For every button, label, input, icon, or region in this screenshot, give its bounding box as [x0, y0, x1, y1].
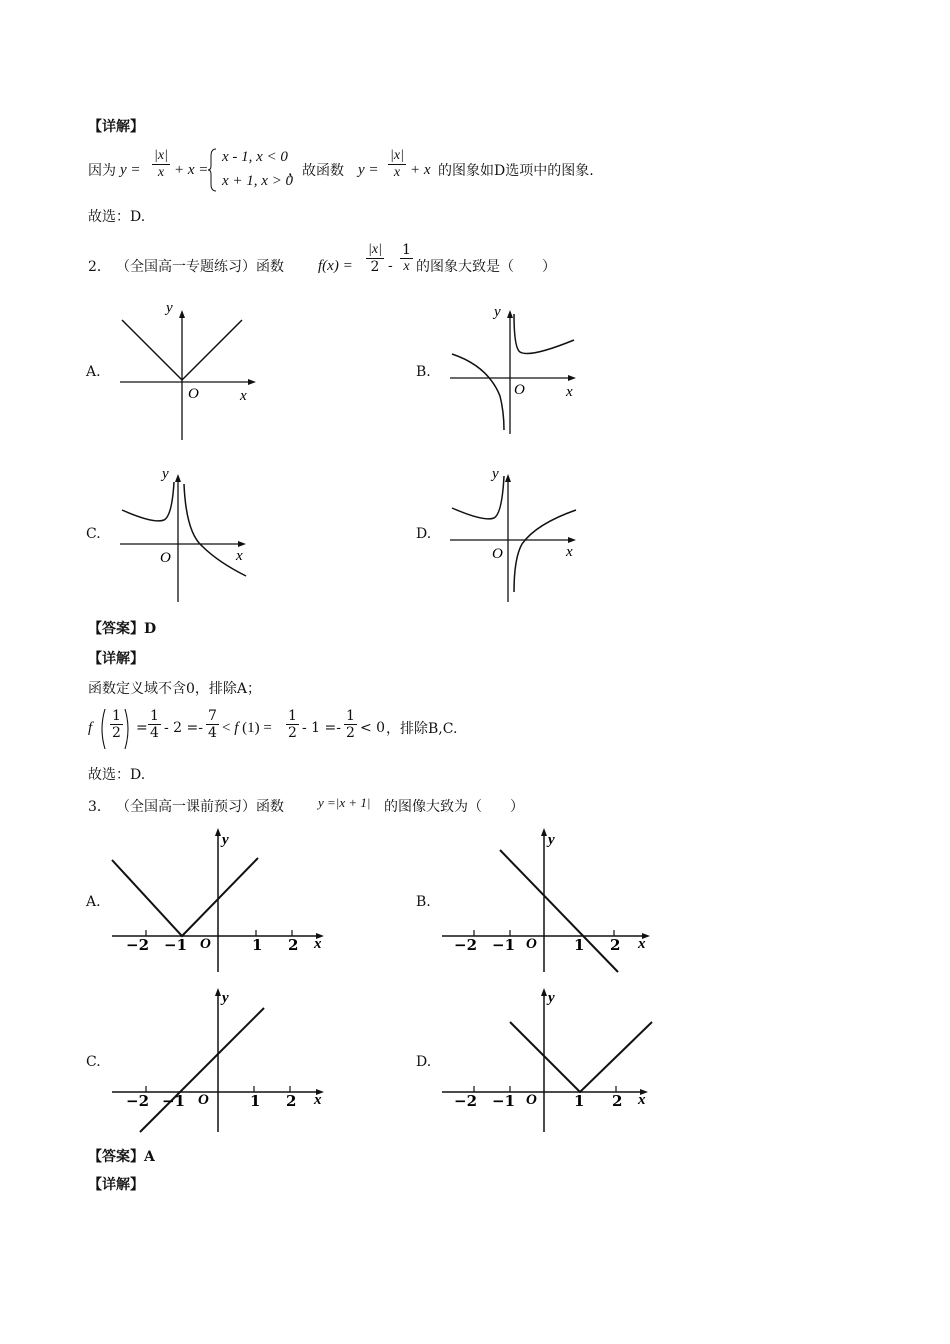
q2-line2-tail: ，排除B,C. [386, 721, 458, 737]
tick-1: 1 [574, 936, 585, 954]
case-2: x + 1, x > 0 [222, 173, 294, 189]
q3-tail: 的图像大致为（ ） [384, 799, 524, 815]
tick-neg2: −2 [126, 1092, 150, 1110]
tick-2: 2 [286, 1092, 297, 1110]
origin-label: O [514, 382, 525, 398]
q3-expr: y =|x + 1| [318, 795, 371, 810]
axis-x-label: x [638, 1092, 646, 1108]
half-frac-2 [286, 708, 299, 741]
q3-graph-b [438, 826, 668, 976]
axis-y-label: y [162, 466, 169, 482]
plus-x-eq: + x = [174, 162, 209, 178]
tick-neg2: −2 [126, 936, 150, 954]
q2-frac-inv-num: 1 [402, 242, 411, 258]
seven-quarters-frac [206, 708, 219, 741]
origin-label: O [198, 1092, 209, 1108]
axis-y-label: y [494, 304, 501, 320]
tail-text: 的图象如D选项中的图象. [438, 163, 594, 179]
q2-minus: - [388, 258, 393, 274]
q3-graph-c [108, 986, 338, 1136]
q2-option-c-label: C. [86, 526, 101, 542]
tick-neg1: −1 [164, 936, 188, 954]
q2-frac-abs [366, 242, 384, 275]
q3-option-b-label: B. [416, 894, 431, 910]
lt-zero: < 0 [360, 720, 386, 736]
axis-y-label: y [166, 300, 173, 316]
answer-1: 故选：D. [88, 209, 146, 225]
q3-option-c-label: C. [86, 1054, 101, 1070]
q2-frac-inv [400, 242, 413, 275]
q2-final: 故选：D. [88, 767, 146, 783]
q2-frac-abs-num: |x| [368, 242, 382, 257]
paren-left-icon [98, 708, 106, 750]
half2-den: 2 [288, 725, 297, 741]
minus-1-eq: - 1 =- [302, 720, 341, 736]
tick-neg2: −2 [454, 936, 478, 954]
q3-option-a-label: A. [86, 894, 101, 910]
quarter-num: 1 [150, 708, 159, 724]
y-eq: y = [120, 162, 141, 178]
detail-label-1: 【详解】 [88, 119, 144, 135]
axis-x-label: x [236, 548, 243, 564]
tick-neg2: −2 [454, 1092, 478, 1110]
origin-label: O [526, 936, 537, 952]
half3-num: 1 [346, 708, 355, 724]
seven-num: 7 [208, 708, 217, 724]
f-symbol: f [88, 720, 93, 736]
axis-x-label: x [566, 384, 573, 400]
abs-x-over-x-2 [388, 148, 406, 181]
frac-num: |x| [154, 148, 168, 163]
axis-y-label: y [548, 832, 555, 848]
q2-tail: 的图象大致是（ ） [416, 259, 556, 275]
axis-y-label: y [548, 990, 555, 1006]
origin-label: O [160, 550, 171, 566]
q2-detail-label: 【详解】 [88, 651, 144, 667]
origin-label: O [188, 386, 199, 402]
tick-2: 2 [610, 936, 621, 954]
case-1: x - 1, x < 0 [222, 149, 288, 165]
q2-line1: 函数定义域不含0，排除A； [88, 681, 262, 697]
q3-source: （全国高一课前预习）函数 [116, 799, 284, 815]
half2-num: 1 [288, 708, 297, 724]
q2-frac-inv-den: x [403, 259, 410, 274]
q2-option-d-label: D. [416, 526, 432, 542]
q3-graph-d [438, 986, 668, 1136]
tick-neg1: −1 [492, 1092, 516, 1110]
q3-option-d-label: D. [416, 1054, 432, 1070]
axis-y-label: y [492, 466, 499, 482]
half-frac-3 [344, 708, 357, 741]
paren-right-icon [124, 708, 132, 750]
y-eq-2: y = [358, 162, 379, 178]
origin-label: O [492, 546, 503, 562]
tick-1: 1 [574, 1092, 585, 1110]
q2-graph-c [118, 462, 258, 607]
plus-x: + x [410, 162, 431, 178]
q2-graph-a [118, 300, 258, 445]
axis-x-label: x [566, 544, 573, 560]
half-num: 1 [112, 708, 121, 724]
seven-den: 4 [208, 725, 217, 741]
q2-graph-d [448, 462, 588, 607]
minus-2-eq: - 2 =- [164, 720, 203, 736]
q2-f: f(x) = [318, 258, 353, 274]
half-den: 2 [112, 725, 121, 741]
tick-1: 1 [252, 936, 263, 954]
q3-graph-a [108, 826, 338, 976]
frac-den-2: x [393, 165, 401, 180]
tick-1: 1 [250, 1092, 261, 1110]
frac-num-2: |x| [390, 148, 404, 163]
origin-label: O [200, 936, 211, 952]
axis-y-label: y [222, 990, 229, 1006]
tick-2: 2 [288, 936, 299, 954]
lt-f1: < f (1) = [222, 720, 272, 736]
q2-frac-abs-den: 2 [370, 259, 380, 275]
q2-option-a-label: A. [86, 364, 101, 380]
q2-number: 2． [88, 259, 111, 275]
tick-neg1: −1 [162, 1092, 186, 1110]
tick-2: 2 [612, 1092, 623, 1110]
q3-number: 3． [88, 799, 111, 815]
axis-x-label: x [314, 1092, 322, 1108]
axis-x-label: x [314, 936, 322, 952]
quarter-den: 4 [150, 725, 159, 741]
quarter-frac [148, 708, 161, 741]
axis-x-label: x [638, 936, 646, 952]
q2-source: （全国高一专题练习）函数 [116, 259, 284, 275]
half3-den: 2 [346, 725, 355, 741]
because-text: 因为 [88, 163, 116, 179]
brace-icon [208, 148, 218, 192]
comma-text: ，故函数 [288, 163, 344, 179]
q2-answer: 【答案】D [88, 621, 157, 637]
half-frac [110, 708, 123, 741]
abs-x-over-x [152, 148, 170, 181]
axis-x-label: x [240, 388, 247, 404]
frac-den: x [157, 165, 165, 180]
q3-answer: 【答案】A [88, 1149, 155, 1165]
tick-neg1: −1 [492, 936, 516, 954]
q2-option-b-label: B. [416, 364, 431, 380]
axis-y-label: y [222, 832, 229, 848]
q2-graph-b [448, 300, 588, 445]
q3-detail-label: 【详解】 [88, 1177, 144, 1193]
origin-label: O [526, 1092, 537, 1108]
eq-1: = [136, 720, 148, 736]
